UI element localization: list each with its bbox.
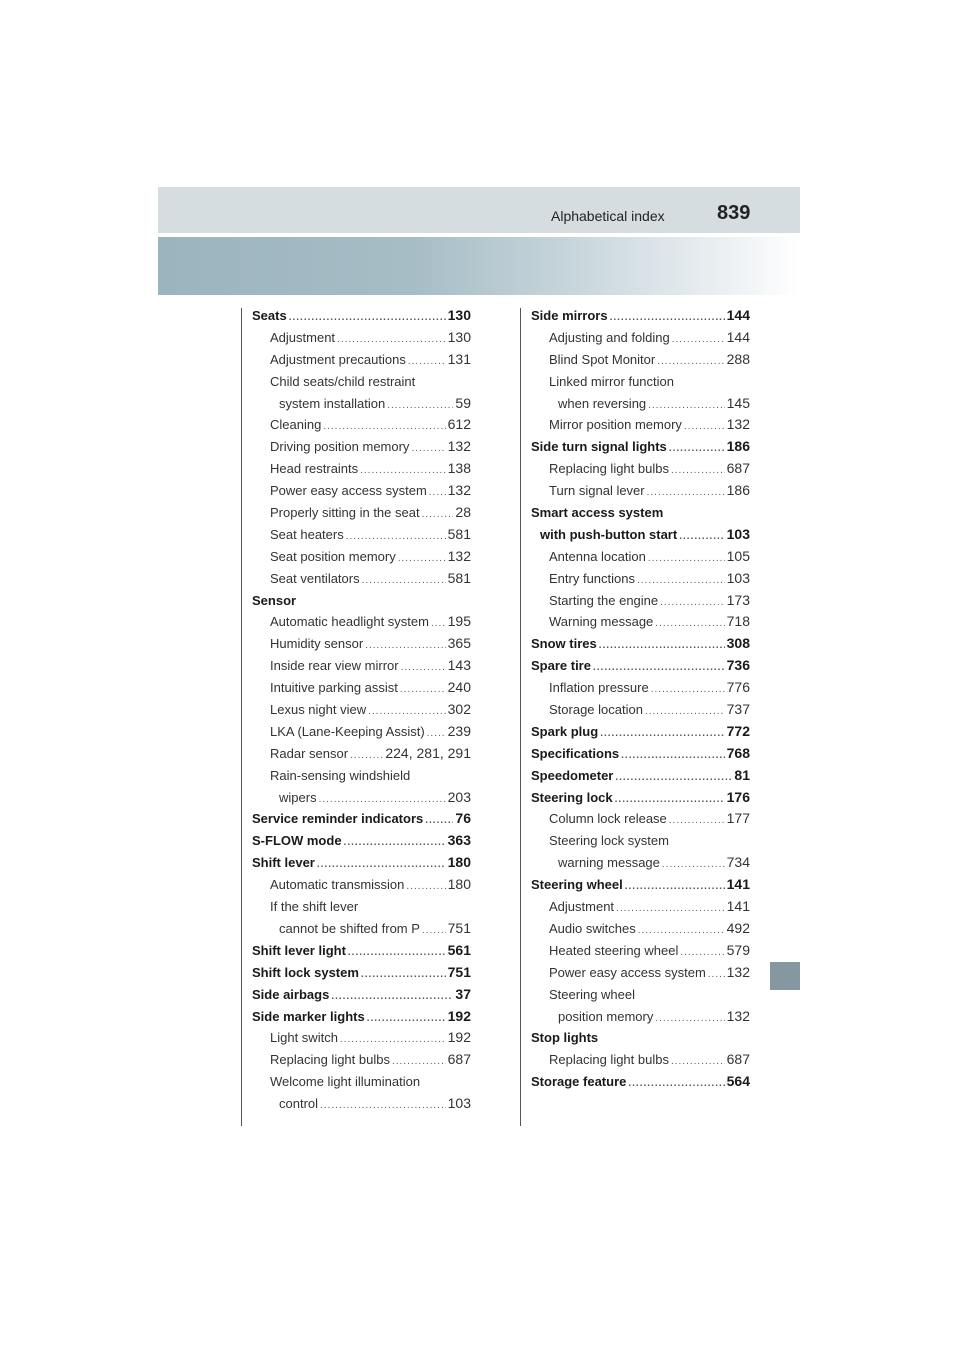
leader-dots [319,789,446,809]
index-entry-label: Child seats/child restraint [270,373,416,389]
index-entry-label: when reversing [558,395,647,411]
index-entry [252,677,471,699]
index-entry-label: If the shift lever [270,899,359,915]
index-entry-label: Stop lights [531,1030,599,1046]
index-entry [531,787,750,809]
index-entry-label: LKA (Lane-Keeping Assist) [270,723,425,739]
index-entry [252,721,471,743]
index-entry-label: Speedometer [531,767,614,783]
leader-dots [360,460,445,480]
leader-dots [638,920,725,940]
index-entry-label: Intuitive parking assist [270,680,398,696]
index-entry-label: Seat heaters [270,526,344,542]
leader-dots [599,635,725,655]
index-entry-label: Starting the engine [549,592,659,608]
index-entry [531,502,750,524]
index-entry [252,436,471,458]
index-entry [531,677,750,699]
index-entry [531,962,750,984]
index-entry-label: Radar sensor [270,745,349,761]
page-number: 839 [717,202,751,224]
index-entry-label: Driving position memory [270,439,410,455]
index-entry-page[interactable]: 132 [726,416,750,433]
index-entry-page[interactable]: 132 [447,438,471,455]
index-entry-label: Adjusting and folding [549,329,670,345]
index-entry-label: Shift lever [252,855,315,871]
index-entry-page[interactable]: 138 [447,460,471,477]
index-entry-label: Adjustment [270,329,336,345]
leader-dots [610,307,725,327]
index-entry [252,852,471,874]
index-entry-label: Linked mirror function [549,373,674,389]
index-entry-page[interactable]: 687 [726,460,750,477]
index-entry [252,393,471,415]
index-entry-page[interactable]: 105 [726,547,750,564]
leader-dots [431,613,446,633]
index-entry-page[interactable]: 177 [726,810,750,827]
index-entry-label: Light switch [270,1030,338,1046]
leader-dots [411,438,445,458]
section-title: Alphabetical index [551,208,665,224]
index-entry-page[interactable]: 736 [726,657,750,674]
index-entry [531,1049,750,1071]
index-entry-page[interactable]: 141 [726,876,750,893]
index-entry-label: with push-button start [540,526,678,542]
index-entry-label: Seat ventilators [270,570,360,586]
index-entry-label: Spark plug [531,723,599,739]
index-entry-page[interactable]: 240 [447,679,471,696]
leader-dots [320,1095,446,1115]
index-entry [252,546,471,568]
index-entry [531,590,750,612]
index-entry [252,568,471,590]
index-entry-page[interactable]: 581 [447,525,471,542]
leader-dots [365,635,445,655]
index-entry-label: Side turn signal lights [531,439,667,455]
index-entry [252,655,471,677]
index-entry-label: Adjustment [549,899,615,915]
index-entry-page[interactable]: 776 [726,679,750,696]
index-entry [252,765,471,787]
index-entry [531,655,750,677]
index-entry [531,896,750,918]
index-entry-label: Snow tires [531,636,597,652]
index-entry [252,1027,471,1049]
index-entry-label: Heated steering wheel [549,942,679,958]
index-entry [531,480,750,502]
index-entry-page[interactable]: 581 [447,569,471,586]
index-entry-page[interactable]: 186 [726,482,750,499]
index-entry-page[interactable]: 103 [726,569,750,586]
index-entry-label: Antenna location [549,548,646,564]
index-entry [531,940,750,962]
index-entry-page[interactable]: 180 [447,876,471,893]
leader-dots [615,767,732,787]
index-entry-page[interactable]: 687 [726,1051,750,1068]
index-entry [252,918,471,940]
index-entry [531,830,750,852]
index-entry-label: Properly sitting in the seat [270,505,420,521]
leader-dots [387,395,453,415]
index-entry-label: Steering wheel [549,986,635,1002]
index-entry-label: Side mirrors [531,308,608,323]
index-entry-page[interactable]: 192 [447,1029,471,1046]
index-entry-page[interactable]: 144 [726,307,750,323]
leader-dots [671,460,725,480]
index-entry [252,830,471,852]
index-entry-label: Seats [252,308,287,323]
leader-dots [655,613,724,633]
index-entry-label: control [279,1096,319,1112]
index-entry-page[interactable]: 768 [726,744,750,761]
leader-dots [348,942,446,962]
index-entry [531,611,750,633]
index-entry-label: Power easy access system [270,483,427,499]
index-entry [252,896,471,918]
leader-dots [368,701,446,721]
index-entry-page[interactable]: 224, 281, 291 [385,744,471,761]
index-entry [531,1071,750,1093]
index-entry-page[interactable]: 365 [447,635,471,652]
index-entry-label: Welcome light illumination [270,1074,421,1090]
chapter-tab [770,962,800,990]
center-column-rule [520,308,521,1126]
leader-dots [340,1029,446,1049]
index-entry-label: S-FLOW mode [252,833,342,849]
index-entry-page[interactable]: 176 [726,788,750,805]
index-entry-page[interactable]: 180 [447,854,471,871]
index-entry-label: Turn signal lever [549,483,645,499]
leader-dots [655,1008,724,1028]
index-entry [252,349,471,371]
leader-dots [684,416,725,436]
leader-dots [662,854,725,874]
leader-dots [427,723,446,743]
index-entry-page[interactable]: 186 [726,438,750,455]
index-entry [252,962,471,984]
index-entry-label: Seat position memory [270,548,396,564]
index-entry-page[interactable]: 492 [726,919,750,936]
index-entry-page[interactable]: 130 [447,307,471,323]
index-entry [531,436,750,458]
index-entry-page[interactable]: 564 [726,1073,750,1090]
index-entry-page[interactable]: 132 [447,547,471,564]
leader-dots [628,1073,724,1093]
index-entry-page[interactable]: 302 [447,701,471,718]
leader-dots [350,745,383,765]
index-entry-label: Steering lock system [549,833,669,849]
index-entry-page[interactable]: 718 [726,613,750,630]
index-entry [252,524,471,546]
index-entry-label: Inside rear view mirror [270,658,399,674]
index-entry-page[interactable]: 737 [726,701,750,718]
index-entry [531,458,750,480]
leader-dots [317,854,446,874]
leader-dots [679,526,724,546]
index-entry [252,633,471,655]
index-entry [252,458,471,480]
index-entry-label: Storage feature [531,1074,627,1090]
leader-dots [708,964,725,984]
index-entry-label: Automatic transmission [270,877,405,893]
index-entry [252,480,471,502]
index-entry-label: Smart access system [531,505,664,521]
index-entry-label: Humidity sensor [270,636,364,652]
index-entry-page[interactable]: 103 [726,525,750,542]
leader-dots [408,351,446,371]
index-entry-label: Side marker lights [252,1008,365,1024]
leader-dots [367,1008,446,1028]
index-entry-label: Blind Spot Monitor [549,351,656,367]
index-entry-page[interactable]: 132 [726,963,750,980]
leader-dots [648,395,724,415]
index-entry-label: Spare tire [531,658,591,674]
index-entry [531,524,750,546]
index-entry-label: Inflation pressure [549,680,649,696]
index-entry-label: Warning message [549,614,654,630]
index-entry-label: Mirror position memory [549,417,682,433]
leader-dots [289,307,446,327]
index-entry [531,1006,750,1028]
index-entry-page[interactable]: 579 [726,941,750,958]
index-entry-page[interactable]: 363 [447,832,471,849]
index-entry [252,1006,471,1028]
index-entry [252,305,471,327]
index-entry-page[interactable]: 561 [447,941,471,958]
index-entry-page[interactable]: 131 [447,350,471,367]
index-entry [531,699,750,721]
index-entry-label: Service reminder indicators [252,811,424,827]
index-entry [531,918,750,940]
index-entry [252,940,471,962]
leader-dots [600,723,724,743]
index-entry [252,327,471,349]
leader-dots [680,942,724,962]
index-entry-page[interactable]: 143 [447,657,471,674]
index-entry-label: Storage location [549,702,643,718]
index-entry-label: cannot be shifted from P [279,920,420,936]
index-entry-label: Head restraints [270,461,359,477]
index-entry [531,874,750,896]
leader-dots [337,329,446,349]
index-entry-page[interactable]: 145 [726,394,750,411]
index-entry [252,590,471,612]
index-entry [531,393,750,415]
index-entry-page[interactable]: 103 [447,1095,471,1112]
leader-dots [361,964,446,984]
leader-dots [669,438,725,458]
index-entry-label: position memory [558,1008,654,1024]
index-entry-page[interactable]: 192 [447,1007,471,1024]
leader-dots [392,1051,446,1071]
index-entry [531,1027,750,1049]
index-entry [252,371,471,393]
index-column-right [531,305,750,1093]
index-entry [252,984,471,1006]
leader-dots [647,482,725,502]
leader-dots [400,679,446,699]
index-entry [531,327,750,349]
index-entry-page[interactable]: 239 [447,722,471,739]
index-entry-label: Specifications [531,745,620,761]
index-entry-label: Replacing light bulbs [549,461,669,477]
index-entry [252,743,471,765]
index-entry [252,1071,471,1093]
leader-dots [346,526,446,546]
leader-dots [425,810,453,830]
leader-dots [401,657,446,677]
index-entry-label: system installation [279,395,386,411]
leader-dots [637,570,725,590]
leader-dots [422,920,446,940]
index-entry [252,874,471,896]
leader-dots [657,351,724,371]
leader-dots [625,876,725,896]
index-entry-page[interactable]: 59 [455,394,471,411]
index-entry-label: Automatic headlight system [270,614,429,630]
index-entry-page[interactable]: 37 [455,985,471,1002]
index-entry-label: Rain-sensing windshield [270,767,411,783]
index-entry [531,305,750,327]
index-entry-label: Steering lock [531,789,613,805]
index-entry-page[interactable]: 76 [455,810,471,827]
index-entry-page[interactable]: 132 [726,1007,750,1024]
index-entry-page[interactable]: 687 [447,1051,471,1068]
index-entry-page[interactable]: 612 [447,416,471,433]
left-column-rule [241,308,242,1126]
leader-dots [398,548,446,568]
leader-dots [671,1051,725,1071]
leader-dots [645,701,725,721]
leader-dots [422,504,454,524]
index-entry [252,611,471,633]
index-entry-page[interactable]: 81 [734,766,750,783]
header-gradient-band [158,237,800,295]
index-entry-page[interactable]: 772 [726,722,750,739]
index-entry [531,808,750,830]
leader-dots [344,832,446,852]
index-entry [252,787,471,809]
leader-dots [616,898,725,918]
index-entry [252,414,471,436]
index-column-left [252,305,471,1115]
leader-dots [648,548,725,568]
index-entry-page[interactable]: 141 [726,898,750,915]
index-entry-page[interactable]: 751 [447,963,471,980]
index-entry-page[interactable]: 132 [447,482,471,499]
index-entry-label: Power easy access system [549,964,706,980]
index-entry-label: Sensor [252,592,297,608]
index-entry [252,1049,471,1071]
leader-dots [429,482,446,502]
index-entry-label: Audio switches [549,920,636,936]
index-entry-page[interactable]: 308 [726,635,750,652]
index-entry [531,546,750,568]
leader-dots [593,657,725,677]
leader-dots [621,745,725,765]
index-entry [252,808,471,830]
index-entry-label: Column lock release [549,811,667,827]
index-entry [531,721,750,743]
leader-dots [660,592,725,612]
index-entry [252,699,471,721]
index-entry-page[interactable]: 130 [447,328,471,345]
index-entry-page[interactable]: 751 [447,919,471,936]
leader-dots [669,810,725,830]
index-entry [531,765,750,787]
index-entry-label: Replacing light bulbs [549,1052,669,1068]
index-entry-label: Replacing light bulbs [270,1052,390,1068]
index-entry-label: Shift lock system [252,964,359,980]
leader-dots [672,329,725,349]
index-entry-page[interactable]: 195 [447,613,471,630]
index-entry-label: warning message [558,855,660,871]
index-entry [531,984,750,1006]
header-bar [158,187,800,233]
index-entry [252,1093,471,1115]
index-entry-page[interactable]: 173 [726,591,750,608]
index-entry-page[interactable]: 28 [455,504,471,521]
leader-dots [323,416,445,436]
index-entry [531,414,750,436]
leader-dots [331,986,453,1006]
index-entry [531,371,750,393]
index-entry-label: Adjustment precautions [270,351,406,367]
index-entry [531,568,750,590]
leader-dots [406,876,445,896]
index-entry-page[interactable]: 144 [726,328,750,345]
index-entry [531,743,750,765]
index-entry-label: wipers [279,789,317,805]
leader-dots [651,679,725,699]
leader-dots [362,570,446,590]
index-entry [531,349,750,371]
leader-dots [615,789,725,809]
index-entry [252,502,471,524]
index-entry-page[interactable]: 734 [726,854,750,871]
index-entry-label: Entry functions [549,570,635,586]
index-entry-label: Cleaning [270,417,322,433]
index-entry-label: Shift lever light [252,942,346,958]
index-entry-label: Steering wheel [531,877,623,893]
index-entry-label: Side airbags [252,986,330,1002]
index-entry-page[interactable]: 203 [447,788,471,805]
index-entry-label: Lexus night view [270,702,367,718]
index-entry [531,633,750,655]
index-entry-page[interactable]: 288 [726,350,750,367]
index-entry [531,852,750,874]
